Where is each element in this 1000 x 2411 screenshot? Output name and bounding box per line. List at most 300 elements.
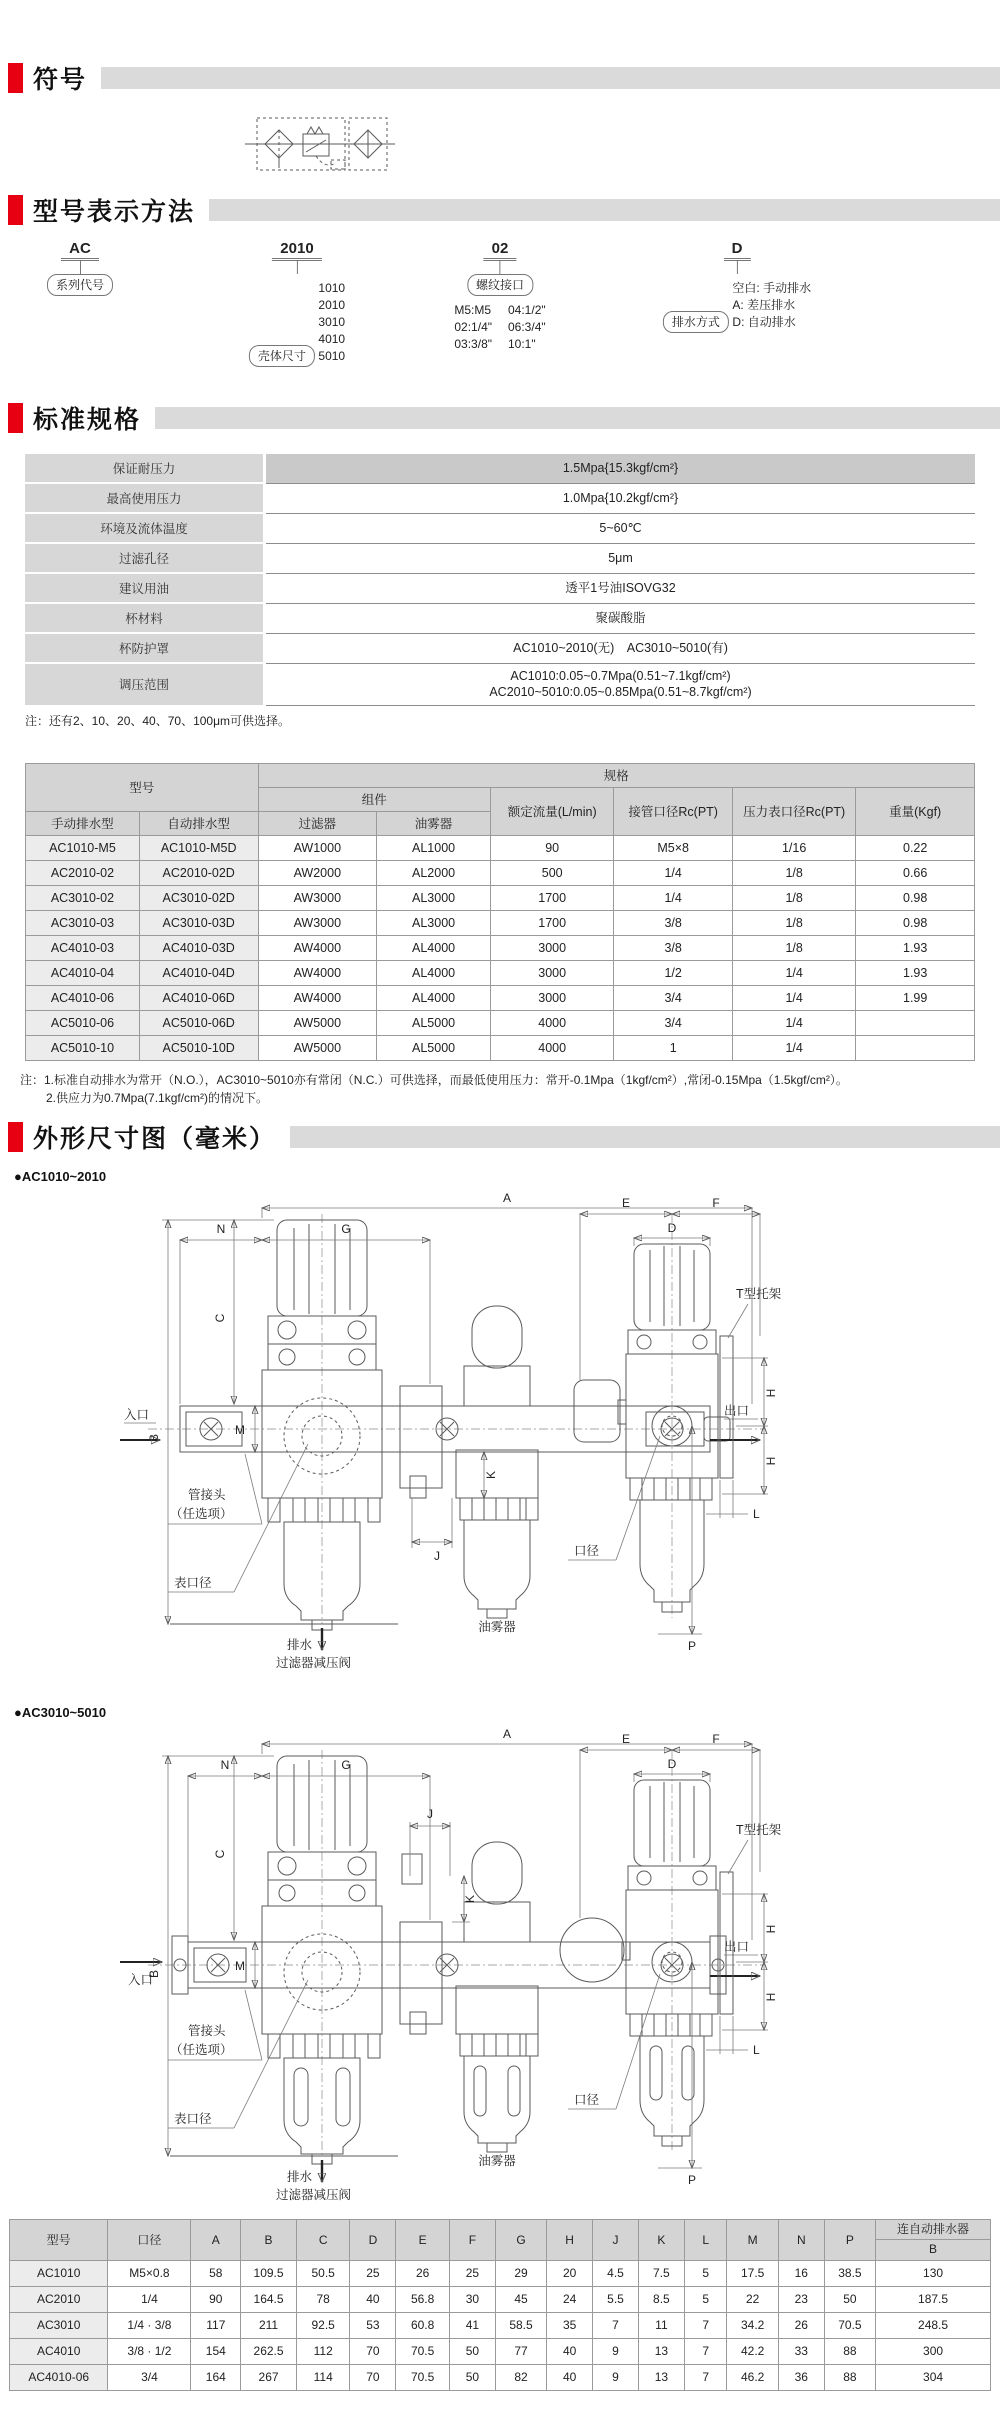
- dimension-table: [9, 2219, 991, 2391]
- cell: AL3000: [377, 910, 491, 935]
- section-bar: [209, 199, 1000, 221]
- filter-valve-label: 过滤器减压阀: [276, 1655, 352, 1670]
- cell: 50.5: [296, 2260, 350, 2286]
- col-header: D: [350, 2219, 396, 2260]
- spec-value: 5μm: [265, 543, 976, 573]
- cell: AC5010-06: [26, 1010, 140, 1035]
- cell: 53: [350, 2312, 396, 2338]
- cell: 267: [241, 2364, 297, 2390]
- cell: AC5010-10D: [139, 1035, 258, 1060]
- cell: 211: [241, 2312, 297, 2338]
- spec-value: 5~60℃: [265, 513, 976, 543]
- cell: 11: [638, 2312, 684, 2338]
- cell: AW4000: [258, 935, 377, 960]
- cell: 1/8: [732, 860, 855, 885]
- option: 02:1/4": [454, 320, 492, 334]
- option-list: [454, 302, 545, 353]
- cell: 1/4: [732, 985, 855, 1010]
- spec-row: [25, 454, 975, 483]
- dim-label-h: H: [764, 1992, 778, 2002]
- cell: AC4010-03D: [139, 935, 258, 960]
- table-row: [26, 960, 975, 985]
- designation-drain: [663, 240, 811, 333]
- cell: 1/4: [732, 1035, 855, 1060]
- spec-value: 聚碳酸脂: [265, 603, 976, 633]
- designation-code: 2010: [272, 240, 321, 261]
- table-row: [26, 1010, 975, 1035]
- table-row: [10, 2286, 991, 2312]
- header-row: [10, 2219, 991, 2260]
- cell: 1/4: [614, 885, 733, 910]
- cell: AL4000: [377, 985, 491, 1010]
- designation-code: D: [724, 240, 751, 261]
- cell: AC4010-04: [26, 960, 140, 985]
- dim-label-h: H: [764, 1388, 778, 1398]
- spec-label: 调压范围: [25, 663, 265, 706]
- cell: 5.5: [593, 2286, 639, 2312]
- cell: 46.2: [727, 2364, 778, 2390]
- col-header: B: [241, 2219, 297, 2260]
- cell: 35: [547, 2312, 593, 2338]
- cell: 40: [350, 2286, 396, 2312]
- cell: 9: [593, 2338, 639, 2364]
- section-header-model-designation: [8, 188, 1000, 232]
- spec-row: [25, 543, 975, 573]
- spec-value: 透平1号油ISOVG32: [265, 573, 976, 603]
- col-header-lubricator: 油雾器: [377, 811, 491, 835]
- connector-line: [736, 261, 737, 274]
- cell: 58.5: [495, 2312, 546, 2338]
- cell: AW3000: [258, 910, 377, 935]
- gauge-port-label: 表口径: [174, 2111, 212, 2126]
- t-bracket-label: T型托架: [736, 1286, 782, 1301]
- cell: 3000: [491, 960, 614, 985]
- cell: 7: [684, 2338, 727, 2364]
- spec-row: [25, 663, 975, 706]
- cell: AC1010-M5: [26, 835, 140, 860]
- cell: 1.99: [856, 985, 975, 1010]
- spec-label: 保证耐压力: [25, 454, 265, 483]
- model-spec-table: [25, 763, 975, 1061]
- cell: 117: [191, 2312, 241, 2338]
- cell: M5×8: [614, 835, 733, 860]
- cell: 114: [296, 2364, 350, 2390]
- section-header-standard-spec: [8, 396, 1000, 440]
- front-view: [148, 1214, 764, 1630]
- designation-body-size: [249, 240, 345, 367]
- side-view: [560, 1750, 733, 2152]
- cell: 262.5: [241, 2338, 297, 2364]
- cell: AW5000: [258, 1035, 377, 1060]
- col-header-auto-drain: [876, 2219, 991, 2260]
- cell: 7.5: [638, 2260, 684, 2286]
- gauge-port-label: 表口径: [174, 1575, 212, 1590]
- cell: 3/8 · 1/2: [108, 2338, 191, 2364]
- dim-label-n: N: [220, 1757, 230, 1772]
- table-row: [26, 860, 975, 885]
- cell: 23: [778, 2286, 824, 2312]
- col-header-flow: 额定流量(L/min): [491, 787, 614, 835]
- port-label: 口径: [574, 1543, 600, 1558]
- cell: 3/4: [614, 1010, 733, 1035]
- cell: 4.5: [593, 2260, 639, 2286]
- spec-value: 1.0Mpa{10.2kgf/cm²}: [265, 483, 976, 513]
- option: 03:3/8": [454, 337, 492, 351]
- pipe-joint-label: 管接头: [188, 1487, 226, 1502]
- cell: 36: [778, 2364, 824, 2390]
- drawing2-label: ●AC3010~5010: [14, 1704, 107, 1720]
- cell: 1700: [491, 885, 614, 910]
- table-row: [10, 2260, 991, 2286]
- col-header: J: [593, 2219, 639, 2260]
- dim-label-f: F: [712, 1731, 720, 1746]
- cell: AC2010: [10, 2286, 108, 2312]
- section-bar: [101, 67, 1000, 89]
- table-row: [26, 835, 975, 860]
- cell: 164: [191, 2364, 241, 2390]
- section-title: 标准规格: [33, 406, 142, 434]
- cell: 3/8: [614, 935, 733, 960]
- cell: 70: [350, 2338, 396, 2364]
- cell: AC4010-06: [10, 2364, 108, 2390]
- cell: 17.5: [727, 2260, 778, 2286]
- note-line: 注：1.标准自动排水为常开（N.O.），AC3010~5010亦有常闭（N.C.）可供选择，而最低使用压力：常开-0.1Mpa（1kgf/cm²）,常闭-0.15Mpa（1.5kgf/cm²）。: [20, 1072, 848, 1087]
- inlet-label: 入口: [124, 1407, 150, 1422]
- cell: 50: [449, 2338, 495, 2364]
- pneumatic-symbol-svg: [245, 112, 395, 176]
- cell: AC3010-02D: [139, 885, 258, 910]
- section-bar: [290, 1126, 1000, 1148]
- cell: AW1000: [258, 835, 377, 860]
- col-header: P: [824, 2219, 875, 2260]
- dim-label-e: E: [621, 1731, 631, 1746]
- cell: 1.93: [856, 935, 975, 960]
- cell: 41: [449, 2312, 495, 2338]
- model-table-notes: [20, 1071, 1000, 1107]
- drain-label: 排水: [286, 2169, 312, 2184]
- cell: 3/8: [614, 910, 733, 935]
- pipe-joint-label2: （任选项）: [170, 1506, 233, 1521]
- cell: 1/16: [732, 835, 855, 860]
- col-header: C: [296, 2219, 350, 2260]
- cell: 1: [614, 1035, 733, 1060]
- cell: 4000: [491, 1010, 614, 1035]
- drawing1-label: ●AC1010~2010: [14, 1168, 107, 1184]
- cell: 1/2: [614, 960, 733, 985]
- cell: AL5000: [377, 1035, 491, 1060]
- dim-label-k: K: [484, 1470, 498, 1479]
- cell: 70.5: [396, 2364, 450, 2390]
- cell: 26: [778, 2312, 824, 2338]
- designation-tag: 排水方式: [663, 311, 729, 333]
- cell: [856, 1035, 975, 1060]
- cell: AW4000: [258, 985, 377, 1010]
- cell: 92.5: [296, 2312, 350, 2338]
- spec-label: 杯防护罩: [25, 633, 265, 663]
- connector-line: [500, 261, 501, 274]
- cell: AC4010-06D: [139, 985, 258, 1010]
- designation-code: AC: [61, 240, 99, 261]
- cell: 1/8: [732, 935, 855, 960]
- col-header-auto: 自动排水型: [139, 811, 258, 835]
- cell: 22: [727, 2286, 778, 2312]
- designation-thread: [454, 240, 545, 353]
- designation-code: 02: [484, 240, 517, 261]
- option: A: 差压排水: [732, 298, 796, 312]
- pipe-joint-label: 管接头: [188, 2023, 226, 2038]
- cell: AL3000: [377, 885, 491, 910]
- col-header: F: [449, 2219, 495, 2260]
- col-header-manual: 手动排水型: [26, 811, 140, 835]
- drawing1-wrap: [112, 1188, 1000, 1681]
- option: 06:3/4": [508, 320, 546, 334]
- cell: AC3010-03D: [139, 910, 258, 935]
- col-header: 型号: [10, 2219, 108, 2260]
- header-row: [26, 763, 975, 787]
- dim-label-b: B: [147, 1433, 161, 1442]
- cell: 9: [593, 2364, 639, 2390]
- table-row: [10, 2364, 991, 2390]
- dim-label-n: N: [216, 1221, 226, 1236]
- spec-row: [25, 603, 975, 633]
- cell: 1/4: [614, 860, 733, 885]
- table-row: [26, 1035, 975, 1060]
- col-header-spec: 规格: [258, 763, 975, 787]
- section-title: 符号: [33, 66, 88, 94]
- cell: 45: [495, 2286, 546, 2312]
- cell: 3000: [491, 985, 614, 1010]
- cell: 1.93: [856, 960, 975, 985]
- cell: 16: [778, 2260, 824, 2286]
- lubricator-label: 油雾器: [478, 1619, 516, 1634]
- outlet-label: 出口: [724, 1403, 750, 1418]
- dim-label-p: P: [687, 1638, 697, 1653]
- cell: 1/4: [732, 960, 855, 985]
- option: 4010: [318, 332, 346, 346]
- drain-label: 排水: [286, 1637, 312, 1652]
- cell: AC3010: [10, 2312, 108, 2338]
- connector-line: [79, 261, 80, 274]
- section-marker: [8, 63, 23, 93]
- cell: 25: [449, 2260, 495, 2286]
- model-designation-diagram: [0, 240, 1000, 390]
- cell: 109.5: [241, 2260, 297, 2286]
- spec-label: 最高使用压力: [25, 483, 265, 513]
- inlet-label: 入口: [128, 1972, 154, 1987]
- cell: 248.5: [876, 2312, 991, 2338]
- side-dimensions: [568, 1732, 782, 2187]
- pipe-joint-label2: （任选项）: [170, 2042, 233, 2057]
- cell: AC4010: [10, 2338, 108, 2364]
- cell: AW5000: [258, 1010, 377, 1035]
- dim-label-l: L: [753, 1506, 760, 1521]
- cell: 0.22: [856, 835, 975, 860]
- cell: 0.98: [856, 910, 975, 935]
- cell: AC2010-02: [26, 860, 140, 885]
- table-row: [26, 885, 975, 910]
- spec-label: 过滤孔径: [25, 543, 265, 573]
- spec-label: 杯材料: [25, 603, 265, 633]
- cell: 25: [350, 2260, 396, 2286]
- dim-label-m: M: [235, 1958, 245, 1973]
- dim-label-h: H: [764, 1924, 778, 1934]
- section-marker: [8, 403, 23, 433]
- cell: 5: [684, 2286, 727, 2312]
- cell: 30: [449, 2286, 495, 2312]
- cell: 58: [191, 2260, 241, 2286]
- option: 10:1": [508, 337, 536, 351]
- section-header-dimensions: [8, 1115, 1000, 1159]
- cell: 7: [684, 2364, 727, 2390]
- dim-label-d: D: [667, 1220, 677, 1235]
- cell: M5×0.8: [108, 2260, 191, 2286]
- connector-line: [296, 261, 297, 274]
- port-label: 口径: [574, 2092, 600, 2107]
- cell: 90: [491, 835, 614, 860]
- col-header-port: 接管口径Rc(PT): [614, 787, 733, 835]
- cell: 300: [876, 2338, 991, 2364]
- col-header: H: [547, 2219, 593, 2260]
- cell: 0.98: [856, 885, 975, 910]
- table-row: [26, 985, 975, 1010]
- section-marker: [8, 195, 23, 225]
- spec-label: 建议用油: [25, 573, 265, 603]
- col-header: E: [396, 2219, 450, 2260]
- cell: 7: [684, 2312, 727, 2338]
- datasheet-page: [0, 56, 1000, 2411]
- dim-label-c: C: [213, 1849, 227, 1859]
- col-header-line: 连自动排水器: [897, 2222, 970, 2237]
- option-list: [318, 280, 345, 365]
- table-row: [26, 935, 975, 960]
- dimension-drawing-ac3010-5010: [112, 1724, 802, 2210]
- col-header: 口径: [108, 2219, 191, 2260]
- cell: 50: [449, 2364, 495, 2390]
- cell: AC4010-04D: [139, 960, 258, 985]
- cell: 187.5: [876, 2286, 991, 2312]
- standard-spec-table: [25, 454, 975, 707]
- cell: 4000: [491, 1035, 614, 1060]
- cell: 8.5: [638, 2286, 684, 2312]
- cell: AC5010-10: [26, 1035, 140, 1060]
- cell: 40: [547, 2364, 593, 2390]
- dim-label-h: H: [764, 1456, 778, 1466]
- cell: AC3010-03: [26, 910, 140, 935]
- col-header-gauge: 压力表口径Rc(PT): [732, 787, 855, 835]
- cell: AC2010-02D: [139, 860, 258, 885]
- spec-value: AC1010~2010(无) AC3010~5010(有): [265, 633, 976, 663]
- col-header: G: [495, 2219, 546, 2260]
- designation-tag: 壳体尺寸: [249, 345, 315, 367]
- cell: 112: [296, 2338, 350, 2364]
- col-header-component: 组件: [258, 787, 491, 811]
- cell: 70: [350, 2364, 396, 2390]
- drawing2-wrap: [112, 1724, 1000, 2213]
- cell: AL1000: [377, 835, 491, 860]
- option: 空白: 手动排水: [732, 281, 812, 295]
- cell: 50: [824, 2286, 875, 2312]
- dim-label-a: A: [502, 1726, 512, 1741]
- col-header: N: [778, 2219, 824, 2260]
- option: 04:1/2": [508, 303, 546, 317]
- col-header: K: [638, 2219, 684, 2260]
- spec-row: [25, 513, 975, 543]
- spec-note: 注：还有2、10、20、40、70、100μm可供选择。: [25, 713, 290, 728]
- spec-value-line: AC2010~5010:0.05~0.85Mpa(0.51~8.7kgf/cm²): [489, 685, 752, 700]
- cell: AL2000: [377, 860, 491, 885]
- cell: 88: [824, 2364, 875, 2390]
- cell: 13: [638, 2338, 684, 2364]
- dim-label-f: F: [712, 1195, 720, 1210]
- table-row: [10, 2338, 991, 2364]
- dim-label-d: D: [667, 1756, 677, 1771]
- cell: 88: [824, 2338, 875, 2364]
- option-list: [732, 280, 811, 331]
- spec-row: [25, 483, 975, 513]
- cell: 33: [778, 2338, 824, 2364]
- col-header-weight: 重量(Kgf): [856, 787, 975, 835]
- col-header-line: B: [876, 2239, 990, 2259]
- cell: 3/4: [614, 985, 733, 1010]
- cell: 154: [191, 2338, 241, 2364]
- designation-tag: 系列代号: [47, 274, 113, 296]
- cell: 13: [638, 2364, 684, 2390]
- dim-label-j: J: [434, 1548, 440, 1563]
- section-marker: [8, 1122, 23, 1152]
- designation-tag: 螺纹接口: [467, 274, 533, 296]
- cell: 90: [191, 2286, 241, 2312]
- cell: 77: [495, 2338, 546, 2364]
- section-bar: [155, 407, 1000, 429]
- cell: AC1010: [10, 2260, 108, 2286]
- cell: 1/8: [732, 910, 855, 935]
- spec-value: [265, 663, 976, 706]
- cell: 7: [593, 2312, 639, 2338]
- filter-valve-label: 过滤器减压阀: [276, 2187, 352, 2202]
- col-header: M: [727, 2219, 778, 2260]
- col-header-model: 型号: [26, 763, 259, 811]
- dim-label-l: L: [753, 2042, 760, 2057]
- option: M5:M5: [454, 303, 492, 317]
- cell: AC3010-02: [26, 885, 140, 910]
- cell: 42.2: [727, 2338, 778, 2364]
- cell: 1/4: [732, 1010, 855, 1035]
- outlet-label: 出口: [724, 1939, 750, 1954]
- dim-label-c: C: [213, 1313, 227, 1323]
- option: 3010: [318, 315, 346, 329]
- dim-label-m: M: [235, 1422, 245, 1437]
- t-bracket-label: T型托架: [736, 1822, 782, 1837]
- side-dimensions: [568, 1196, 782, 1653]
- option: 2010: [318, 298, 346, 312]
- cell: 29: [495, 2260, 546, 2286]
- col-header-filter: 过滤器: [258, 811, 377, 835]
- cell: AC5010-06D: [139, 1010, 258, 1035]
- section-title: 型号表示方法: [33, 198, 196, 226]
- cell: 1/4 · 3/8: [108, 2312, 191, 2338]
- cell: 24: [547, 2286, 593, 2312]
- dim-label-a: A: [502, 1190, 512, 1205]
- cell: 40: [547, 2338, 593, 2364]
- cell: 3000: [491, 935, 614, 960]
- cell: 1/8: [732, 885, 855, 910]
- option: D: 自动排水: [732, 315, 796, 329]
- cell: 1700: [491, 910, 614, 935]
- cell: 500: [491, 860, 614, 885]
- cell: 304: [876, 2364, 991, 2390]
- cell: AW3000: [258, 885, 377, 910]
- lubricator-label: 油雾器: [478, 2153, 516, 2168]
